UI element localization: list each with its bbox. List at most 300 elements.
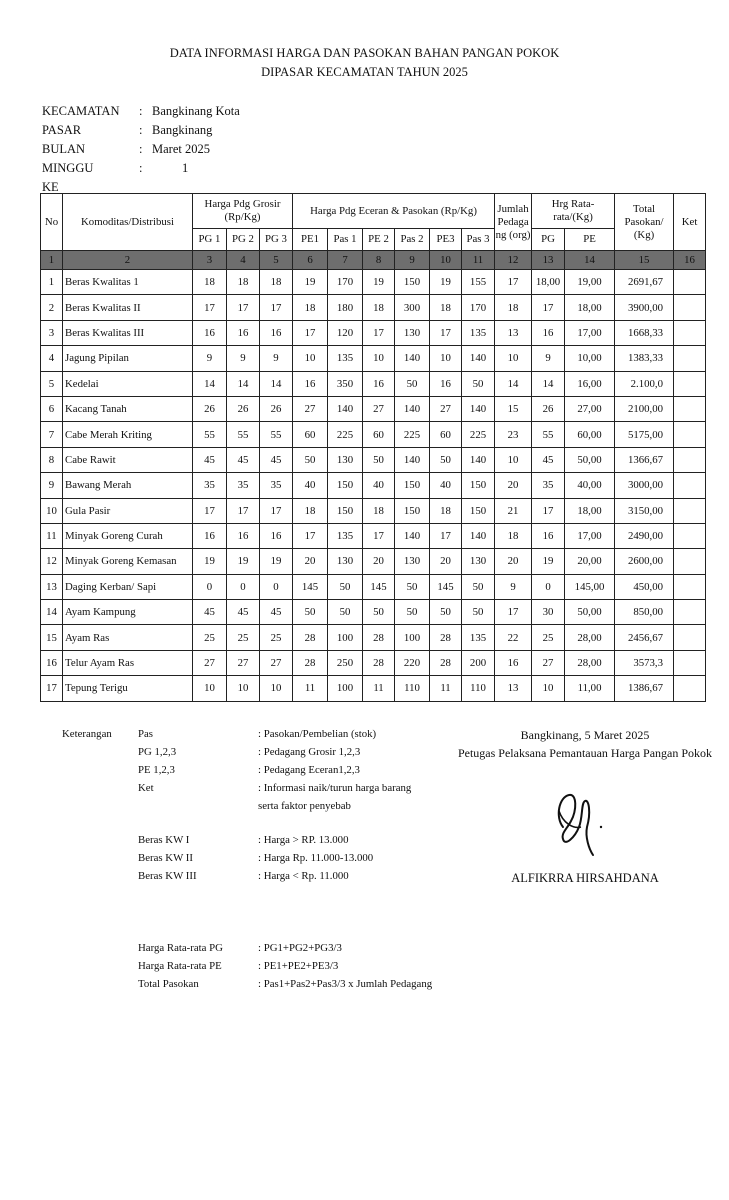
value-cell: 145 bbox=[430, 574, 462, 599]
value-cell: 250 bbox=[328, 650, 363, 675]
value-cell: 16 bbox=[363, 371, 395, 396]
commodity-name-cell: Tepung Terigu bbox=[63, 676, 193, 701]
value-cell: 180 bbox=[328, 295, 363, 320]
value-cell: 11 bbox=[430, 676, 462, 701]
table-row bbox=[41, 371, 706, 396]
commodity-name-cell: Kacang Tanah bbox=[63, 396, 193, 421]
value-cell: 17 bbox=[260, 498, 293, 523]
value-cell: 28 bbox=[293, 650, 328, 675]
value-cell: 50 bbox=[395, 600, 430, 625]
note-term: Total Pasokan bbox=[138, 978, 199, 990]
ket-cell bbox=[674, 574, 706, 599]
value-cell: 16 bbox=[193, 320, 227, 345]
value-cell: 28,00 bbox=[565, 650, 615, 675]
header-pg3: PG 3 bbox=[260, 229, 293, 251]
header-pas3: Pas 3 bbox=[462, 229, 495, 251]
value-cell: 35 bbox=[260, 473, 293, 498]
row-number-cell: 7 bbox=[41, 422, 63, 447]
value-cell: 11 bbox=[363, 676, 395, 701]
value-cell: 17 bbox=[227, 498, 260, 523]
value-cell: 45 bbox=[260, 447, 293, 472]
value-cell: 110 bbox=[395, 676, 430, 701]
value-cell: 19 bbox=[193, 549, 227, 574]
value-cell: 10,00 bbox=[565, 346, 615, 371]
column-index-cell: 13 bbox=[532, 251, 565, 270]
value-cell: 135 bbox=[328, 346, 363, 371]
value-cell: 28 bbox=[363, 625, 395, 650]
row-number-cell: 13 bbox=[41, 574, 63, 599]
note-description: : Pasokan/Pembelian (stok) bbox=[258, 728, 377, 740]
column-index-cell: 11 bbox=[462, 251, 495, 270]
header-grosir: Harga Pdg Grosir (Rp/Kg) bbox=[193, 194, 293, 229]
meta-value: Maret 2025 bbox=[152, 142, 210, 156]
meta-label: KECAMATAN bbox=[42, 104, 120, 118]
value-cell: 140 bbox=[395, 447, 430, 472]
value-cell: 17 bbox=[260, 295, 293, 320]
value-cell: 28 bbox=[293, 625, 328, 650]
value-cell: 150 bbox=[395, 473, 430, 498]
value-cell: 17 bbox=[363, 523, 395, 548]
value-cell: 130 bbox=[328, 447, 363, 472]
meta-value: 1 bbox=[182, 161, 189, 175]
value-cell: 50 bbox=[363, 447, 395, 472]
value-cell: 170 bbox=[328, 270, 363, 295]
value-cell: 10 bbox=[495, 346, 532, 371]
value-cell: 18 bbox=[293, 295, 328, 320]
commodity-name-cell: Telur Ayam Ras bbox=[63, 650, 193, 675]
row-number-cell: 16 bbox=[41, 650, 63, 675]
title-line-2: DIPASAR KECAMATAN TAHUN 2025 bbox=[261, 65, 468, 79]
column-index-cell: 10 bbox=[430, 251, 462, 270]
total-cell: 2600,00 bbox=[615, 549, 674, 574]
value-cell: 40,00 bbox=[565, 473, 615, 498]
meta-value: Bangkinang bbox=[152, 123, 213, 137]
value-cell: 20 bbox=[495, 473, 532, 498]
table-row bbox=[41, 346, 706, 371]
value-cell: 10 bbox=[227, 676, 260, 701]
value-cell: 0 bbox=[532, 574, 565, 599]
total-cell: 2.100,0 bbox=[615, 371, 674, 396]
value-cell: 45 bbox=[227, 600, 260, 625]
signature-place-date: Bangkinang, 5 Maret 2025 bbox=[520, 728, 650, 742]
header-pe3: PE3 bbox=[430, 229, 462, 251]
value-cell: 18 bbox=[495, 523, 532, 548]
value-cell: 28 bbox=[430, 625, 462, 650]
ket-cell bbox=[674, 523, 706, 548]
total-cell: 2456,67 bbox=[615, 625, 674, 650]
value-cell: 20 bbox=[430, 549, 462, 574]
value-cell: 55 bbox=[260, 422, 293, 447]
value-cell: 130 bbox=[462, 549, 495, 574]
value-cell: 25 bbox=[193, 625, 227, 650]
meta-label: PASAR bbox=[42, 123, 82, 137]
value-cell: 17 bbox=[495, 600, 532, 625]
header-komoditas: Komoditas/Distribusi bbox=[63, 194, 193, 251]
value-cell: 225 bbox=[395, 422, 430, 447]
commodity-name-cell: Ayam Kampung bbox=[63, 600, 193, 625]
value-cell: 17 bbox=[430, 320, 462, 345]
value-cell: 20,00 bbox=[565, 549, 615, 574]
value-cell: 16 bbox=[532, 523, 565, 548]
value-cell: 17 bbox=[193, 295, 227, 320]
value-cell: 18,00 bbox=[565, 498, 615, 523]
value-cell: 150 bbox=[462, 473, 495, 498]
header-total: Total Pasokan/ (Kg) bbox=[615, 194, 674, 251]
note-term: Beras KW III bbox=[138, 870, 197, 882]
value-cell: 19 bbox=[227, 549, 260, 574]
value-cell: 55 bbox=[227, 422, 260, 447]
value-cell: 100 bbox=[328, 625, 363, 650]
row-number-cell: 2 bbox=[41, 295, 63, 320]
value-cell: 145 bbox=[363, 574, 395, 599]
value-cell: 11 bbox=[293, 676, 328, 701]
value-cell: 19,00 bbox=[565, 270, 615, 295]
value-cell: 27 bbox=[293, 396, 328, 421]
value-cell: 220 bbox=[395, 650, 430, 675]
value-cell: 16 bbox=[260, 320, 293, 345]
value-cell: 18 bbox=[363, 295, 395, 320]
total-cell: 3900,00 bbox=[615, 295, 674, 320]
value-cell: 14 bbox=[227, 371, 260, 396]
value-cell: 16 bbox=[193, 523, 227, 548]
note-description: : Harga < Rp. 11.000 bbox=[258, 870, 349, 882]
value-cell: 350 bbox=[328, 371, 363, 396]
table-row bbox=[41, 574, 706, 599]
note-description: : Pedagang Eceran1,2,3 bbox=[258, 764, 360, 776]
value-cell: 16 bbox=[430, 371, 462, 396]
value-cell: 35 bbox=[532, 473, 565, 498]
total-cell: 1668,33 bbox=[615, 320, 674, 345]
value-cell: 9 bbox=[532, 346, 565, 371]
value-cell: 150 bbox=[328, 473, 363, 498]
value-cell: 9 bbox=[495, 574, 532, 599]
value-cell: 50 bbox=[328, 574, 363, 599]
total-cell: 5175,00 bbox=[615, 422, 674, 447]
value-cell: 17 bbox=[293, 523, 328, 548]
value-cell: 28 bbox=[430, 650, 462, 675]
table-row bbox=[41, 396, 706, 421]
column-index-cell: 14 bbox=[565, 251, 615, 270]
note-term: Beras KW II bbox=[138, 852, 193, 864]
header-pg1: PG 1 bbox=[193, 229, 227, 251]
value-cell: 50 bbox=[363, 600, 395, 625]
row-number-cell: 10 bbox=[41, 498, 63, 523]
commodity-name-cell: Bawang Merah bbox=[63, 473, 193, 498]
column-index-cell: 9 bbox=[395, 251, 430, 270]
value-cell: 30 bbox=[532, 600, 565, 625]
column-index-cell: 4 bbox=[227, 251, 260, 270]
value-cell: 18 bbox=[293, 498, 328, 523]
value-cell: 17 bbox=[532, 498, 565, 523]
note-term: Pas bbox=[138, 728, 153, 740]
value-cell: 0 bbox=[227, 574, 260, 599]
note-description: : Pas1+Pas2+Pas3/3 x Jumlah Pedagang bbox=[258, 978, 433, 990]
value-cell: 10 bbox=[495, 447, 532, 472]
value-cell: 225 bbox=[328, 422, 363, 447]
value-cell: 50 bbox=[430, 600, 462, 625]
value-cell: 16 bbox=[227, 523, 260, 548]
value-cell: 300 bbox=[395, 295, 430, 320]
header-jumlah: Jumlah Pedaga ng (org) bbox=[495, 194, 532, 251]
value-cell: 145 bbox=[293, 574, 328, 599]
value-cell: 17 bbox=[495, 270, 532, 295]
value-cell: 16,00 bbox=[565, 371, 615, 396]
value-cell: 50 bbox=[395, 574, 430, 599]
commodity-name-cell: Kedelai bbox=[63, 371, 193, 396]
value-cell: 28,00 bbox=[565, 625, 615, 650]
value-cell: 17 bbox=[363, 320, 395, 345]
value-cell: 55 bbox=[532, 422, 565, 447]
header-eceran: Harga Pdg Eceran & Pasokan (Rp/Kg) bbox=[293, 194, 495, 229]
value-cell: 18,00 bbox=[532, 270, 565, 295]
value-cell: 40 bbox=[293, 473, 328, 498]
meta-colon: : bbox=[139, 104, 143, 118]
value-cell: 130 bbox=[328, 549, 363, 574]
notes-heading: Keterangan bbox=[62, 728, 112, 740]
value-cell: 9 bbox=[193, 346, 227, 371]
value-cell: 60 bbox=[293, 422, 328, 447]
value-cell: 9 bbox=[260, 346, 293, 371]
value-cell: 50 bbox=[328, 600, 363, 625]
note-description: : Informasi naik/turun harga barang bbox=[258, 782, 412, 794]
value-cell: 27 bbox=[430, 396, 462, 421]
value-cell: 18 bbox=[260, 270, 293, 295]
ket-cell bbox=[674, 346, 706, 371]
total-cell: 2100,00 bbox=[615, 396, 674, 421]
commodity-name-cell: Beras Kwalitas III bbox=[63, 320, 193, 345]
value-cell: 14 bbox=[495, 371, 532, 396]
value-cell: 16 bbox=[227, 320, 260, 345]
value-cell: 10 bbox=[293, 346, 328, 371]
value-cell: 26 bbox=[227, 396, 260, 421]
table-row bbox=[41, 523, 706, 548]
note-term: Harga Rata-rata PE bbox=[138, 960, 222, 972]
note-description: : Pedagang Grosir 1,2,3 bbox=[258, 746, 361, 758]
value-cell: 25 bbox=[227, 625, 260, 650]
ket-cell bbox=[674, 600, 706, 625]
commodity-name-cell: Cabe Merah Kriting bbox=[63, 422, 193, 447]
commodity-name-cell: Beras Kwalitas 1 bbox=[63, 270, 193, 295]
value-cell: 19 bbox=[532, 549, 565, 574]
table-row bbox=[41, 320, 706, 345]
header-rata: Hrg Rata-rata/(Kg) bbox=[532, 194, 615, 229]
total-cell: 1366,67 bbox=[615, 447, 674, 472]
header-pas2: Pas 2 bbox=[395, 229, 430, 251]
note-term: Beras KW I bbox=[138, 834, 190, 846]
value-cell: 18 bbox=[193, 270, 227, 295]
value-cell: 35 bbox=[193, 473, 227, 498]
value-cell: 130 bbox=[395, 549, 430, 574]
value-cell: 10 bbox=[260, 676, 293, 701]
header-pg2: PG 2 bbox=[227, 229, 260, 251]
note-term: Harga Rata-rata PG bbox=[138, 942, 223, 954]
total-cell: 2490,00 bbox=[615, 523, 674, 548]
commodity-name-cell: Jagung Pipilan bbox=[63, 346, 193, 371]
meta-colon: : bbox=[139, 123, 143, 137]
value-cell: 22 bbox=[495, 625, 532, 650]
value-cell: 27 bbox=[532, 650, 565, 675]
ket-cell bbox=[674, 549, 706, 574]
total-cell: 450,00 bbox=[615, 574, 674, 599]
value-cell: 19 bbox=[293, 270, 328, 295]
table-row bbox=[41, 270, 706, 295]
value-cell: 150 bbox=[395, 498, 430, 523]
value-cell: 140 bbox=[395, 396, 430, 421]
value-cell: 15 bbox=[495, 396, 532, 421]
table-row bbox=[41, 549, 706, 574]
signature-name: ALFIKRRA HIRSAHDANA bbox=[511, 871, 659, 885]
column-index-cell: 16 bbox=[674, 251, 706, 270]
value-cell: 19 bbox=[363, 270, 395, 295]
value-cell: 28 bbox=[363, 650, 395, 675]
column-index-cell: 6 bbox=[293, 251, 328, 270]
value-cell: 17 bbox=[293, 320, 328, 345]
value-cell: 130 bbox=[395, 320, 430, 345]
value-cell: 20 bbox=[293, 549, 328, 574]
ket-cell bbox=[674, 676, 706, 701]
table-row bbox=[41, 422, 706, 447]
column-index-cell: 15 bbox=[615, 251, 674, 270]
value-cell: 17 bbox=[430, 523, 462, 548]
commodity-name-cell: Ayam Ras bbox=[63, 625, 193, 650]
value-cell: 155 bbox=[462, 270, 495, 295]
column-index-cell: 1 bbox=[41, 251, 63, 270]
table-row bbox=[41, 498, 706, 523]
note-description: : Harga Rp. 11.000-13.000 bbox=[258, 852, 374, 864]
value-cell: 14 bbox=[260, 371, 293, 396]
value-cell: 18 bbox=[495, 295, 532, 320]
value-cell: 150 bbox=[462, 498, 495, 523]
ket-cell bbox=[674, 371, 706, 396]
column-index-row bbox=[41, 251, 706, 270]
row-number-cell: 8 bbox=[41, 447, 63, 472]
value-cell: 26 bbox=[532, 396, 565, 421]
ket-cell bbox=[674, 650, 706, 675]
value-cell: 16 bbox=[532, 320, 565, 345]
value-cell: 16 bbox=[260, 523, 293, 548]
commodity-name-cell: Cabe Rawit bbox=[63, 447, 193, 472]
value-cell: 100 bbox=[395, 625, 430, 650]
value-cell: 10 bbox=[430, 346, 462, 371]
note-term: Ket bbox=[138, 782, 154, 794]
row-number-cell: 9 bbox=[41, 473, 63, 498]
value-cell: 17 bbox=[532, 295, 565, 320]
row-number-cell: 11 bbox=[41, 523, 63, 548]
value-cell: 50,00 bbox=[565, 600, 615, 625]
meta-label: MINGGU KE bbox=[42, 161, 94, 194]
row-number-cell: 3 bbox=[41, 320, 63, 345]
commodity-name-cell: Beras Kwalitas II bbox=[63, 295, 193, 320]
ket-cell bbox=[674, 396, 706, 421]
ket-cell bbox=[674, 498, 706, 523]
value-cell: 18,00 bbox=[565, 295, 615, 320]
value-cell: 27 bbox=[193, 650, 227, 675]
value-cell: 10 bbox=[532, 676, 565, 701]
value-cell: 135 bbox=[462, 320, 495, 345]
value-cell: 120 bbox=[328, 320, 363, 345]
value-cell: 45 bbox=[227, 447, 260, 472]
value-cell: 13 bbox=[495, 320, 532, 345]
value-cell: 45 bbox=[532, 447, 565, 472]
value-cell: 27 bbox=[227, 650, 260, 675]
value-cell: 19 bbox=[260, 549, 293, 574]
column-index-cell: 3 bbox=[193, 251, 227, 270]
commodity-name-cell: Minyak Goreng Kemasan bbox=[63, 549, 193, 574]
commodity-name-cell: Daging Kerban/ Sapi bbox=[63, 574, 193, 599]
value-cell: 150 bbox=[328, 498, 363, 523]
header-pe2: PE 2 bbox=[363, 229, 395, 251]
handwritten-signature bbox=[551, 787, 611, 864]
value-cell: 16 bbox=[495, 650, 532, 675]
value-cell: 200 bbox=[462, 650, 495, 675]
commodity-name-cell: Gula Pasir bbox=[63, 498, 193, 523]
value-cell: 18 bbox=[363, 498, 395, 523]
commodity-name-cell: Minyak Goreng Curah bbox=[63, 523, 193, 548]
meta-colon: : bbox=[139, 161, 143, 175]
value-cell: 50 bbox=[293, 447, 328, 472]
note-term: PG 1,2,3 bbox=[138, 746, 177, 758]
table-row bbox=[41, 676, 706, 701]
value-cell: 9 bbox=[227, 346, 260, 371]
ket-cell bbox=[674, 473, 706, 498]
value-cell: 170 bbox=[462, 295, 495, 320]
table-body bbox=[41, 251, 706, 702]
document-title bbox=[0, 44, 729, 82]
column-index-cell: 2 bbox=[63, 251, 193, 270]
value-cell: 50 bbox=[462, 371, 495, 396]
value-cell: 19 bbox=[430, 270, 462, 295]
table-row bbox=[41, 625, 706, 650]
note-description: serta faktor penyebab bbox=[258, 800, 351, 812]
column-index-cell: 8 bbox=[363, 251, 395, 270]
note-description: : PG1+PG2+PG3/3 bbox=[258, 942, 342, 954]
value-cell: 100 bbox=[328, 676, 363, 701]
value-cell: 60,00 bbox=[565, 422, 615, 447]
total-cell: 2691,67 bbox=[615, 270, 674, 295]
value-cell: 18 bbox=[227, 270, 260, 295]
table-row bbox=[41, 650, 706, 675]
value-cell: 50 bbox=[462, 574, 495, 599]
value-cell: 21 bbox=[495, 498, 532, 523]
ket-cell bbox=[674, 447, 706, 472]
value-cell: 17 bbox=[227, 295, 260, 320]
value-cell: 10 bbox=[363, 346, 395, 371]
value-cell: 20 bbox=[363, 549, 395, 574]
meta-value: Bangkinang Kota bbox=[152, 104, 240, 118]
value-cell: 225 bbox=[462, 422, 495, 447]
value-cell: 35 bbox=[227, 473, 260, 498]
row-number-cell: 12 bbox=[41, 549, 63, 574]
price-supply-table bbox=[40, 193, 706, 702]
note-description: : PE1+PE2+PE3/3 bbox=[258, 960, 339, 972]
ket-cell bbox=[674, 422, 706, 447]
row-number-cell: 14 bbox=[41, 600, 63, 625]
table-row bbox=[41, 600, 706, 625]
column-index-cell: 12 bbox=[495, 251, 532, 270]
value-cell: 45 bbox=[193, 600, 227, 625]
ket-cell bbox=[674, 270, 706, 295]
value-cell: 13 bbox=[495, 676, 532, 701]
ket-cell bbox=[674, 295, 706, 320]
meta-label: BULAN bbox=[42, 142, 86, 156]
value-cell: 40 bbox=[430, 473, 462, 498]
ket-cell bbox=[674, 320, 706, 345]
header-pe1: PE1 bbox=[293, 229, 328, 251]
total-cell: 3573,3 bbox=[615, 650, 674, 675]
total-cell: 1383,33 bbox=[615, 346, 674, 371]
ket-cell bbox=[674, 625, 706, 650]
row-number-cell: 4 bbox=[41, 346, 63, 371]
